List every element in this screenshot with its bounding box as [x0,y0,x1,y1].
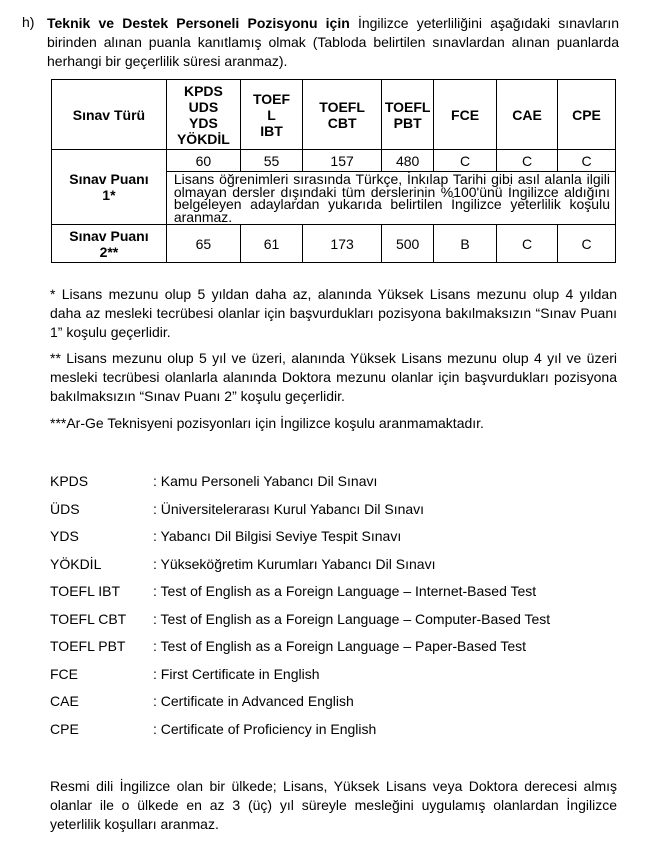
abbreviation-row [50,610,617,638]
header-line: IBT [260,122,283,139]
abbreviation-desc: : Kamu Personeli Yabancı Dil Sınavı [153,473,378,489]
abbreviation-row [50,665,617,693]
abbreviation-desc: : Test of English as a Foreign Language – Paper-Based Test [153,638,527,654]
section-intro [47,14,619,71]
abbreviation-row [50,555,617,583]
score1-cell: C [558,150,616,172]
abbreviation-key: YDS [50,528,79,544]
abbreviation-key: TOEFL IBT [50,583,121,599]
exam-score-table [51,79,616,263]
score1-note: Lisans öğrenimleri sırasında Türkçe, İnkılap Tarihi gibi asıl alanla ilgili olmayan dersler dışındaki tüm derslerinin %100'ünü İngilizce aldığını belgeleyen adaylardan yukarıda belirtilen İngilizce yeterlilik koşulu aranmaz. [166,172,615,225]
header-line: FCE [451,106,480,123]
header-line: TOEFL [384,98,431,115]
row-label-score1: Sınav Puanı 1* [52,150,167,225]
score2-cell: C [497,225,558,263]
abbreviation-row [50,527,617,555]
abbreviation-row [50,500,617,528]
score1-cell: 157 [302,150,381,172]
header-line: UDS [188,98,219,115]
row-label-score2: Sınav Puanı 2** [52,225,167,263]
table-row-score1 [52,150,616,172]
header-line: KPDS [183,82,223,99]
abbreviation-key: ÜDS [50,500,80,517]
header-col-toefl-pbt [382,80,434,150]
header-line: PBT [393,114,422,131]
abbreviation-list [50,472,617,747]
abbreviation-row [50,472,617,500]
footnote-rd-technician: ***Ar-Ge Teknisyeni pozisyonları için İngilizce koşulu aranmamaktadır. [50,415,484,431]
abbreviation-key: TOEFL PBT [50,638,126,654]
score2-cell: 500 [382,225,434,263]
abbreviation-desc: : Üniversitelerarası Kurul Yabancı Dil Sınavı [153,500,425,517]
abbreviation-key: KPDS [50,473,89,489]
header-col-cae [497,80,558,150]
score2-cell: 61 [241,225,303,263]
footnote-score1: * Lisans mezunu olup 5 yıldan daha az, alanında Yüksek Lisans mezunu olup 4 yıldan daha az mesleki tecrübesi olanlar için başvurdukları pozisyona bakılmaksızın “Sınav Puanı 1” koşulu geçerlidir. [50,286,617,340]
header-col-toefl-ibt [241,80,303,150]
header-col-toefl-cbt [302,80,381,150]
header-line: TOEFL [319,98,365,115]
abbreviation-desc: : First Certificate in English [153,665,320,682]
score1-cell: 60 [166,150,240,172]
header-line: CBT [327,114,357,131]
header-line: YÖKDİL [176,130,230,147]
score2-cell: B [434,225,497,263]
header-line: L [267,106,276,123]
abbreviation-desc: : Test of English as a Foreign Language – Computer-Based Test [153,610,551,627]
table-row-score2 [52,225,616,263]
abbreviation-key: CAE [50,693,79,709]
abbreviation-desc: : Test of English as a Foreign Language – Internet-Based Test [153,583,537,599]
header-col-fce [434,80,497,150]
score1-cell: C [434,150,497,172]
table-header-row [52,80,616,150]
header-line: YDS [189,114,218,131]
header-col-kpds [166,80,240,150]
score1-cell: 480 [382,150,434,172]
abbreviation-row [50,692,617,720]
abbreviation-key: FCE [50,665,78,682]
score2-cell: 173 [302,225,381,263]
abbreviation-row [50,582,617,610]
closing-paragraph: Resmi dili İngilizce olan bir ülkede; Lisans, Yüksek Lisans veya Doktora derecesi almış olanlar ile o ülkede en az 3 (üç) yıl süreyle mesleğini uygulamış olanlardan İngilizce yeterlilik koşulları aranmaz. [50,778,617,832]
abbreviation-desc: : Yabancı Dil Bilgisi Seviye Tespit Sınavı [153,528,402,544]
score2-cell: C [558,225,616,263]
header-line: TOEF [252,90,291,107]
header-col-cpe [558,80,616,150]
score1-cell: C [497,150,558,172]
section-marker: h) [22,14,35,30]
abbreviation-desc: : Certificate of Proficiency in English [153,720,377,737]
section-title: Teknik ve Destek Personeli Pozisyonu için [47,15,350,31]
abbreviation-key: TOEFL CBT [50,610,127,627]
section-intro-text: İngilizce yeterliliğini aşağıdaki sınavların birinden alınan puanla kanıtlamış olmak (Tabloda belirtilen sınavlardan alınan puanlarda herhangi bir geçerlilik süresi aranmaz). [47,15,620,69]
abbreviation-key: CPE [50,720,79,737]
score1-cell: 55 [241,150,303,172]
header-line: CAE [512,106,542,123]
header-exam-type: Sınav Türü [52,80,167,150]
abbreviation-row [50,720,617,748]
abbreviation-desc: : Yükseköğretim Kurumları Yabancı Dil Sınavı [153,555,436,572]
abbreviation-desc: : Certificate in Advanced English [153,693,354,709]
abbreviation-key: YÖKDİL [50,555,102,572]
score2-cell: 65 [166,225,240,263]
abbreviation-row [50,637,617,665]
header-line: CPE [572,106,601,123]
footnote-score2: ** Lisans mezunu olup 5 yıl ve üzeri, alanında Yüksek Lisans mezunu olup 4 yıl ve üzeri mesleki tecrübesi olanlarla alanında Doktora mezunu olanlar için başvurdukları pozisyona bakılmaksızın “Sınav Puanı 2” koşulu geçerlidir. [50,350,617,404]
